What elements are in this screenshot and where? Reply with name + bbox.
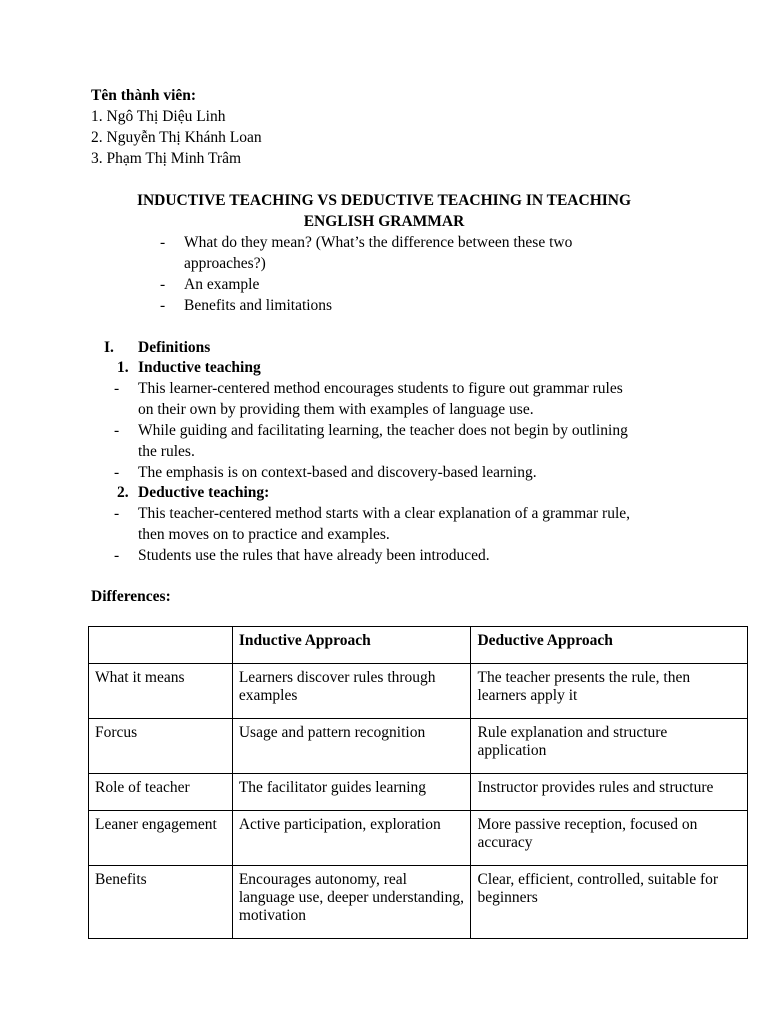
bullet-dash: - — [114, 464, 120, 481]
member-item: 1. Ngô Thị Diệu Linh — [91, 108, 226, 125]
bullet-text: then moves on to practice and examples. — [138, 526, 390, 543]
table-cell: What it means — [89, 664, 233, 719]
bullet-text: The emphasis is on context-based and discovery-based learning. — [138, 464, 537, 481]
table-cell: Active participation, exploration — [232, 811, 471, 866]
bullet-dash: - — [114, 547, 120, 564]
bullet-text: While guiding and facilitating learning, the teacher does not begin by outlining — [138, 422, 628, 439]
table-cell: Usage and pattern recognition — [232, 719, 471, 774]
table-cell: Clear, efficient, controlled, suitable for beginners — [471, 866, 748, 939]
bullet-dash: - — [114, 380, 120, 397]
bullet-dash: - — [160, 234, 166, 251]
table-row — [89, 811, 748, 866]
members-heading: Tên thành viên: — [91, 87, 197, 104]
table-cell: Instructor provides rules and structure — [471, 774, 748, 811]
outline-item-text: What do they mean? (What’s the difference between these two — [184, 234, 573, 251]
table-header-row — [89, 627, 748, 664]
table-cell: Forcus — [89, 719, 233, 774]
table-row — [89, 866, 748, 939]
bullet-text: on their own by providing them with examples of language use. — [138, 401, 534, 418]
section-heading: Definitions — [138, 339, 211, 356]
differences-table — [88, 626, 748, 939]
document-title-line1: INDUCTIVE TEACHING VS DEDUCTIVE TEACHING IN TEACHING — [136, 192, 632, 209]
table-cell: Encourages autonomy, real language use, deeper understanding, motivation — [232, 866, 471, 939]
bullet-text: the rules. — [138, 443, 195, 460]
subsection-number: 1. — [117, 359, 129, 376]
table-header-cell — [89, 627, 233, 664]
bullet-text: Students use the rules that have already been introduced. — [138, 547, 490, 564]
outline-item-text: An example — [184, 276, 260, 293]
table-cell: More passive reception, focused on accuracy — [471, 811, 748, 866]
table-row — [89, 774, 748, 811]
table-cell: The facilitator guides learning — [232, 774, 471, 811]
outline-item-text: Benefits and limitations — [184, 297, 333, 314]
table-cell: Benefits — [89, 866, 233, 939]
bullet-dash: - — [114, 505, 120, 522]
section-number: I. — [104, 339, 114, 356]
table-cell: The teacher presents the rule, then learners apply it — [471, 664, 748, 719]
subsection-number: 2. — [117, 484, 129, 501]
subsection-heading: Inductive teaching — [138, 359, 261, 376]
table-cell: Learners discover rules through examples — [232, 664, 471, 719]
table-cell: Role of teacher — [89, 774, 233, 811]
table-cell: Rule explanation and structure application — [471, 719, 748, 774]
outline-item-text: approaches?) — [184, 255, 266, 272]
bullet-text: This learner-centered method encourages students to figure out grammar rules — [138, 380, 623, 397]
table-cell: Leaner engagement — [89, 811, 233, 866]
table-row — [89, 664, 748, 719]
subsection-heading: Deductive teaching: — [138, 484, 270, 501]
member-item: 3. Phạm Thị Minh Trâm — [91, 150, 242, 167]
bullet-text: This teacher-centered method starts with a clear explanation of a grammar rule, — [138, 505, 631, 522]
table-header-cell: Inductive Approach — [232, 627, 471, 664]
document-title-line2: ENGLISH GRAMMAR — [303, 213, 465, 230]
bullet-dash: - — [114, 422, 120, 439]
differences-heading: Differences: — [91, 588, 171, 605]
table-header-cell: Deductive Approach — [471, 627, 748, 664]
bullet-dash: - — [160, 276, 166, 293]
table-row — [89, 719, 748, 774]
member-item: 2. Nguyễn Thị Khánh Loan — [91, 129, 262, 146]
bullet-dash: - — [160, 297, 166, 314]
